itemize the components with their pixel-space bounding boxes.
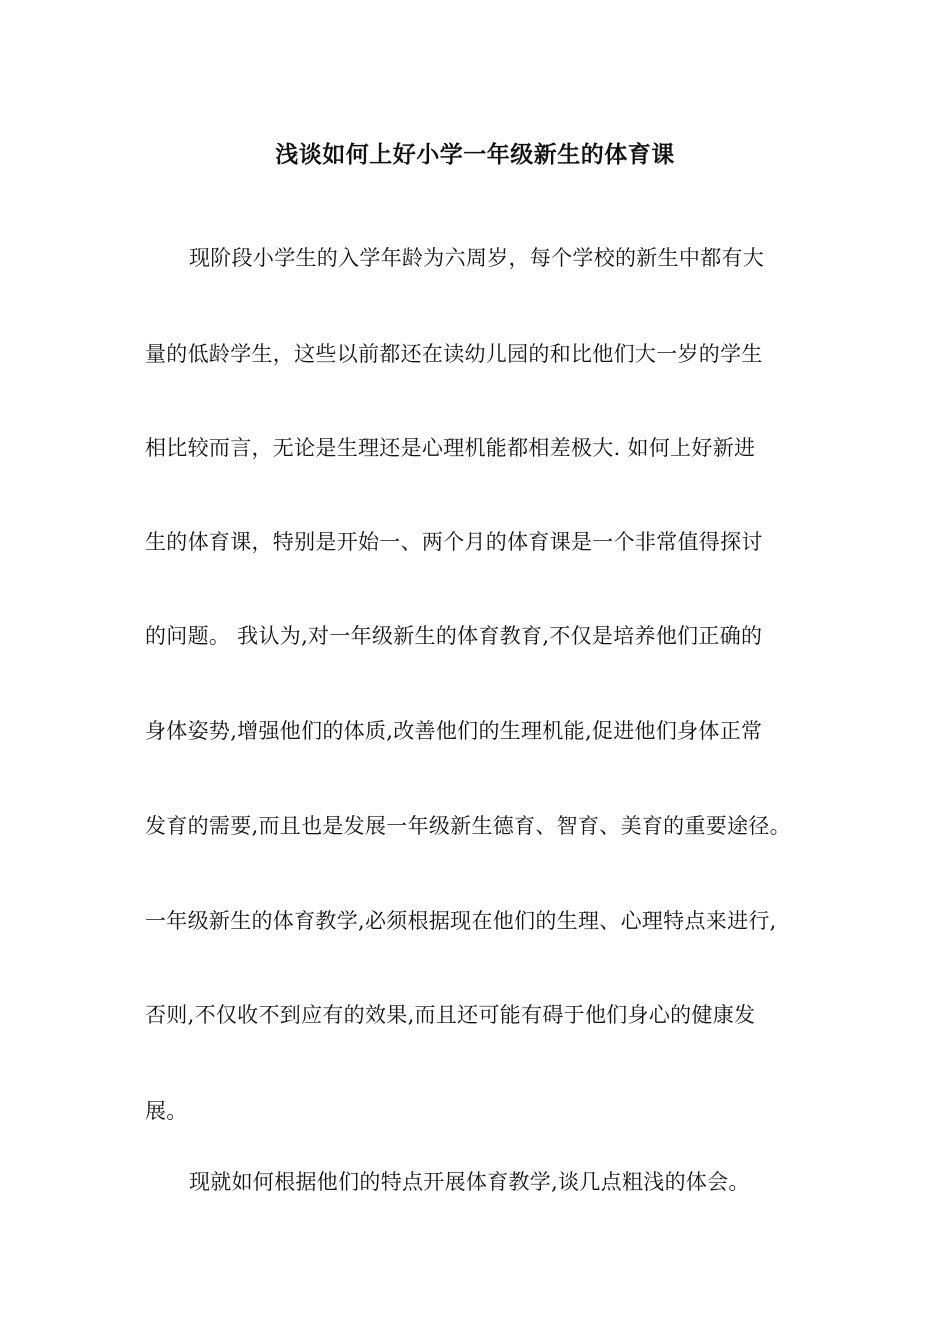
- paragraph-line: 生的体育课，特别是开始一、两个月的体育课是一个非常值得探讨: [145, 530, 763, 554]
- paragraph-line: 展。: [145, 1099, 188, 1123]
- paragraph-line: 身体姿势,增强他们的体质,改善他们的生理机能,促进他们身体正常: [145, 719, 763, 743]
- paragraph-line: 一年级新生的体育教学,必须根据现在他们的生理、心理特点来进行,: [145, 909, 777, 933]
- paragraph-line: 的问题。 我认为,对一年级新生的体育教育,不仅是培养他们正确的: [145, 624, 763, 648]
- paragraph-line: 发育的需要,而且也是发展一年级新生德育、智育、美育的重要途径。: [145, 814, 791, 838]
- document-title: 浅谈如何上好小学一年级新生的体育课: [275, 141, 675, 168]
- paragraph-line: 现就如何根据他们的特点开展体育教学,谈几点粗浅的体会。: [189, 1170, 750, 1194]
- paragraph-line: 量的低龄学生，这些以前都还在读幼儿园的和比他们大一岁的学生: [145, 342, 763, 366]
- paragraph-line: 相比较而言，无论是生理还是心理机能都相差极大. 如何上好新进: [145, 436, 756, 460]
- paragraph-line: 现阶段小学生的入学年龄为六周岁，每个学校的新生中都有大: [189, 246, 765, 270]
- paragraph-line: 否则,不仅收不到应有的效果,而且还可能有碍于他们身心的健康发: [145, 1003, 756, 1027]
